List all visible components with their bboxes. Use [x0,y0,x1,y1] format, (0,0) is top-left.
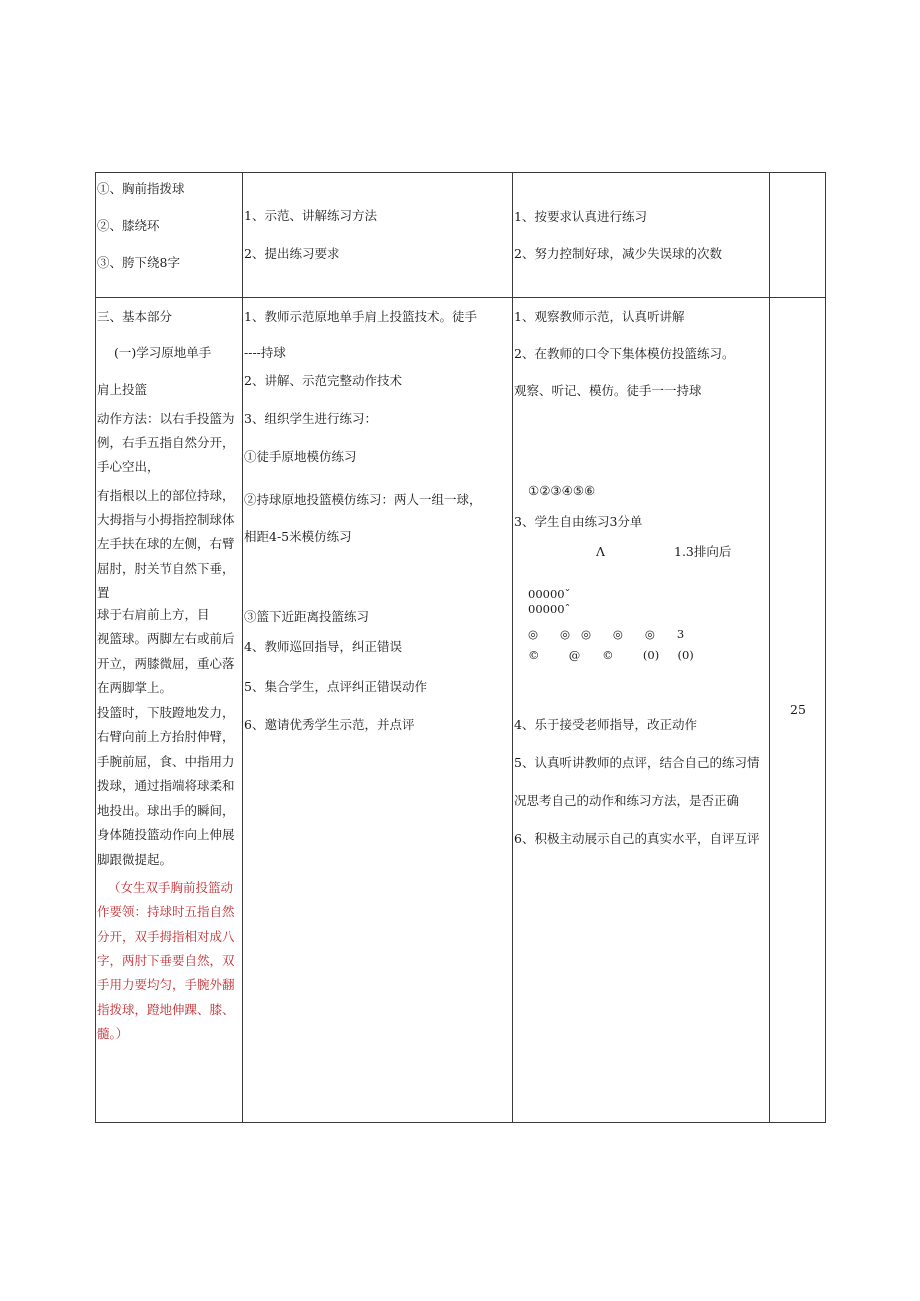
student-activity: 1、按要求认真进行练习 [514,209,647,224]
table-left-border [95,172,96,1123]
row-divider [95,297,826,298]
circled-numbers: ①②③④⑤⑥ [528,483,596,498]
student-step: 观察、听记、模仿。徒手一一持球 [514,383,702,398]
formation-row: ◎ ◎ ◎ ◎ ◎ 3 [528,627,685,641]
table-right-border [825,172,826,1123]
warmup-item: ②、膝绕环 [97,218,160,233]
content-line: 手腕前屈，食、中指用力 [97,754,235,769]
content-line: 肩上投篮 [97,382,148,397]
content-line: (一)学习原地单手 [114,345,212,360]
content-line: 脚跟微提起。 [97,852,173,867]
content-line: 例，右手五指自然分开， [97,435,235,450]
content-line: 置 [97,585,110,600]
student-step: 5、认真听讲教师的点评，结合自己的练习情 [514,755,760,770]
female-note-line: 指拨球，蹬地伸踝、膝、 [97,1002,235,1017]
student-step: 6、积极主动展示自己的真实水平，自评互评 [514,831,760,846]
teacher-activity: 1、示范、讲解练习方法 [244,208,377,223]
content-line: 屈肘，肘关节自然下垂， [97,561,235,576]
formation-row: © @ © (0) (0) [528,648,694,662]
student-step: 3、学生自由练习3分单 [514,514,643,529]
content-line: 地投出。球出手的瞬间， [97,803,235,818]
formation-row: 00000ˆ [528,602,571,616]
content-line: 有指根以上的部位持球， [97,488,235,503]
table-top-border [95,172,826,173]
content-line: 在两脚掌上。 [97,680,173,695]
content-line: 动作方法：以右手投篮为 [97,411,235,426]
student-step: 2、在教师的口令下集体模仿投篮练习。 [514,346,735,361]
teacher-step: ②持球原地投篮模仿练习：两人一组一球， [244,492,482,507]
warmup-item: ③、胯下绕8字 [97,255,180,270]
col-divider-2 [512,172,513,1123]
teacher-step: 1、教师示范原地单手肩上投篮技术。徒手 [244,309,477,324]
female-note-line: 字，两肘下垂要自然，双 [97,953,235,968]
teacher-step: 2、讲解、示范完整动作技术 [244,373,402,388]
content-line: 身体随投篮动作向上伸展 [97,827,235,842]
col-divider-3 [769,172,770,1123]
student-step: 况思考自己的动作和练习方法，是否正确 [514,793,740,808]
content-line: 大拇指与小拇指控制球体 [97,512,235,527]
content-line: 手心空出， [97,459,160,474]
content-line: 投篮时，下肢蹬地发力， [97,705,235,720]
teacher-step: ①徒手原地模仿练习 [244,449,357,464]
content-line: 球于右肩前上方，目 [97,607,210,622]
female-note-line: 分开，双手拇指相对成八 [97,929,235,944]
teacher-step: 相距4-5米模仿练习 [244,529,352,544]
warmup-item: ①、胸前指拨球 [97,181,185,196]
content-line: 右臂向前上方抬肘伸臂， [97,729,235,744]
teacher-step: 5、集合学生，点评纠正错误动作 [244,679,427,694]
table-bottom-border [95,1122,826,1123]
content-line: 开立，两膝微屈，重心落 [97,656,235,671]
formation-label: 1.3排向后 [674,544,732,559]
formation-marker: Λ [596,544,606,559]
teacher-step: 4、教师巡回指导，纠正错误 [244,639,402,654]
col-divider-1 [242,172,243,1123]
student-step: 4、乐于接受老师指导，改正动作 [514,717,697,732]
teacher-activity: 2、提出练习要求 [244,246,340,261]
content-line: 视篮球。两脚左右或前后 [97,631,235,646]
teacher-step: 6、邀请优秀学生示范，并点评 [244,717,415,732]
section-heading: 三、基本部分 [97,309,173,324]
student-step: 1、观察教师示范，认真听讲解 [514,309,685,324]
teacher-step: ----持球 [244,345,286,360]
female-note-line: 作要领：持球时五指自然 [97,904,235,919]
teacher-step: ③篮下近距离投篮练习 [244,609,370,624]
content-line: 左手扶在球的左侧，右臂 [97,536,235,551]
female-note-line: 髓。） [97,1026,129,1041]
female-note-line: 手用力要均匀，手腕外翻 [97,977,235,992]
content-line: 拨球，通过指端将球柔和 [97,778,235,793]
teacher-step: 3、组织学生进行练习： [244,411,377,426]
formation-row: 00000ˇ [528,587,571,601]
student-activity: 2、努力控制好球，减少失误球的次数 [514,246,722,261]
female-note-line: （女生双手胸前投篮动 [108,880,234,895]
duration-minutes: 25 [790,702,806,717]
